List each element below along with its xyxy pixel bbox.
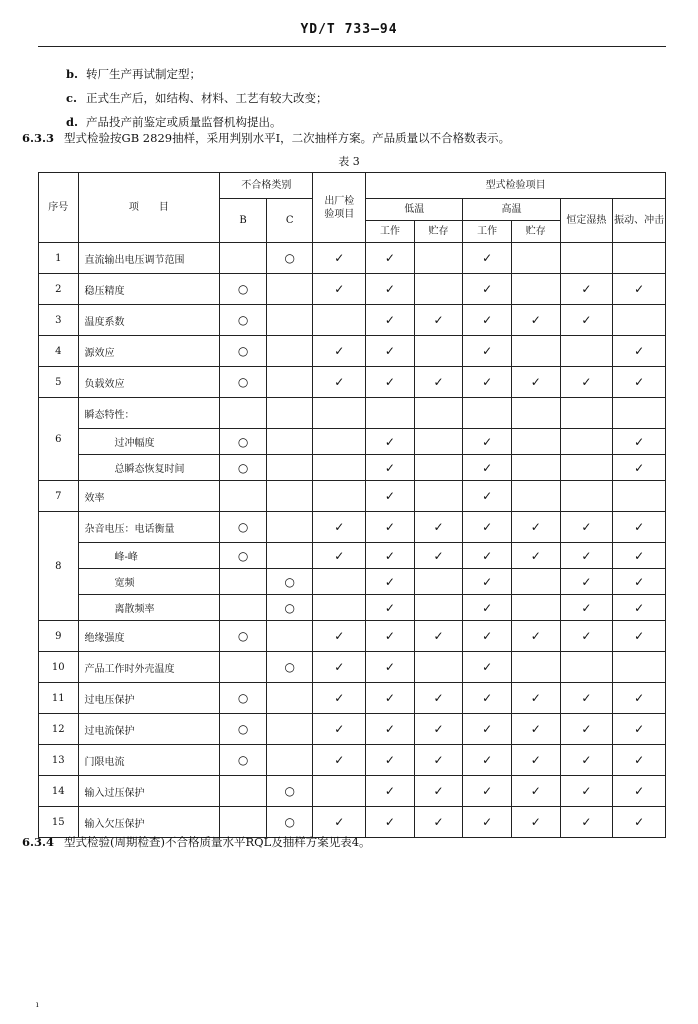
cell-high-work: ✓ xyxy=(463,455,512,481)
cell-low-storage xyxy=(414,569,463,595)
cell-low-work: ✓ xyxy=(366,512,415,543)
cell-vibration: ✓ xyxy=(613,621,666,652)
cell-high-work: ✓ xyxy=(463,621,512,652)
cell-factory xyxy=(313,305,366,336)
cell-low-work: ✓ xyxy=(366,683,415,714)
cell-low-storage: ✓ xyxy=(414,512,463,543)
cell-vibration xyxy=(613,243,666,274)
cell-high-storage: ✓ xyxy=(511,714,560,745)
cell-c xyxy=(266,305,313,336)
cell-high-work: ✓ xyxy=(463,652,512,683)
cell-high-storage: ✓ xyxy=(511,807,560,838)
table-row xyxy=(39,243,666,274)
cell-humidity xyxy=(560,455,613,481)
cell-high-work: ✓ xyxy=(463,683,512,714)
cell-c xyxy=(266,512,313,543)
cell-item: 门限电流 xyxy=(78,745,220,776)
cell-no: 12 xyxy=(39,714,79,745)
cell-factory: ✓ xyxy=(313,274,366,305)
col-header-item: 项 目 xyxy=(78,173,220,243)
col-header-c: C xyxy=(266,199,313,243)
cell-item: 杂音电压：电话衡量 xyxy=(78,512,220,543)
cell-high-work: ✓ xyxy=(463,776,512,807)
cell-no: 11 xyxy=(39,683,79,714)
cell-humidity: ✓ xyxy=(560,807,613,838)
cell-high-work: ✓ xyxy=(463,305,512,336)
cell-vibration xyxy=(613,481,666,512)
col-header-vibration: 振动、冲击 xyxy=(613,199,666,243)
cell-b xyxy=(220,569,267,595)
cell-high-storage xyxy=(511,569,560,595)
cell-factory: ✓ xyxy=(313,512,366,543)
cell-c: ○ xyxy=(266,595,313,621)
footer-mark: ı xyxy=(36,1000,39,1009)
cell-high-work: ✓ xyxy=(463,512,512,543)
cell-humidity xyxy=(560,652,613,683)
cell-low-work: ✓ xyxy=(366,807,415,838)
cell-high-work: ✓ xyxy=(463,481,512,512)
cell-c xyxy=(266,274,313,305)
cell-vibration: ✓ xyxy=(613,429,666,455)
cell-item: 峰-峰 xyxy=(78,543,220,569)
col-header-b: B xyxy=(220,199,267,243)
col-header-constant-humidity: 恒定湿热 xyxy=(560,199,613,243)
cell-no: 14 xyxy=(39,776,79,807)
cell-no: 7 xyxy=(39,481,79,512)
cell-factory: ✓ xyxy=(313,714,366,745)
header-rule xyxy=(38,46,666,47)
cell-low-storage: ✓ xyxy=(414,714,463,745)
cell-humidity: ✓ xyxy=(560,274,613,305)
cell-humidity xyxy=(560,481,613,512)
cell-low-storage xyxy=(414,243,463,274)
cell-vibration: ✓ xyxy=(613,745,666,776)
cell-b: ○ xyxy=(220,455,267,481)
cell-low-work: ✓ xyxy=(366,274,415,305)
cell-high-work: ✓ xyxy=(463,429,512,455)
col-header-no: 序号 xyxy=(39,173,79,243)
cell-b: ○ xyxy=(220,336,267,367)
cell-low-work: ✓ xyxy=(366,569,415,595)
inspection-table xyxy=(38,172,666,838)
cell-b xyxy=(220,481,267,512)
cell-vibration: ✓ xyxy=(613,807,666,838)
cell-low-storage xyxy=(414,652,463,683)
cell-high-storage xyxy=(511,652,560,683)
cell-humidity xyxy=(560,243,613,274)
cell-item: 过电流保护 xyxy=(78,714,220,745)
cell-c xyxy=(266,481,313,512)
cell-low-work: ✓ xyxy=(366,367,415,398)
cell-vibration: ✓ xyxy=(613,274,666,305)
cell-c xyxy=(266,714,313,745)
cell-low-storage: ✓ xyxy=(414,776,463,807)
cell-humidity xyxy=(560,398,613,429)
cell-high-work: ✓ xyxy=(463,336,512,367)
cell-high-storage xyxy=(511,243,560,274)
cell-factory: ✓ xyxy=(313,367,366,398)
cell-c xyxy=(266,455,313,481)
cell-b xyxy=(220,776,267,807)
cell-high-storage xyxy=(511,455,560,481)
cell-b xyxy=(220,652,267,683)
cell-b: ○ xyxy=(220,512,267,543)
cell-low-storage: ✓ xyxy=(414,745,463,776)
cell-low-storage xyxy=(414,274,463,305)
cell-factory: ✓ xyxy=(313,543,366,569)
cell-high-storage: ✓ xyxy=(511,621,560,652)
cell-item: 过冲幅度 xyxy=(78,429,220,455)
cell-humidity: ✓ xyxy=(560,543,613,569)
cell-low-work: ✓ xyxy=(366,481,415,512)
cell-factory: ✓ xyxy=(313,621,366,652)
clause-6-3-3: 6.3.3 型式检验按GB 2829抽样，采用判别水平Ⅰ，二次抽样方案。产品质量以不合格数表示。 xyxy=(22,131,511,145)
cell-low-work: ✓ xyxy=(366,714,415,745)
cell-b xyxy=(220,807,267,838)
cell-high-work: ✓ xyxy=(463,569,512,595)
cell-humidity xyxy=(560,336,613,367)
cell-low-storage xyxy=(414,398,463,429)
table-row xyxy=(39,274,666,305)
cell-vibration: ✓ xyxy=(613,595,666,621)
cell-item: 负载效应 xyxy=(78,367,220,398)
cell-no: 10 xyxy=(39,652,79,683)
cell-item: 源效应 xyxy=(78,336,220,367)
cell-factory xyxy=(313,429,366,455)
table-subrow xyxy=(39,569,666,595)
table-row xyxy=(39,683,666,714)
cell-humidity: ✓ xyxy=(560,595,613,621)
cell-humidity: ✓ xyxy=(560,745,613,776)
table-row xyxy=(39,336,666,367)
cell-item: 绝缘强度 xyxy=(78,621,220,652)
cell-no: 9 xyxy=(39,621,79,652)
standard-code-header: YD/T 733—94 xyxy=(300,22,398,37)
cell-low-work: ✓ xyxy=(366,305,415,336)
col-header-factory-test: 出厂检 验项目 xyxy=(313,173,366,243)
cell-item: 总瞬态恢复时间 xyxy=(78,455,220,481)
table-row xyxy=(39,398,666,429)
cell-item: 输入过压保护 xyxy=(78,776,220,807)
table-body xyxy=(39,243,666,838)
cell-c xyxy=(266,429,313,455)
cell-low-work: ✓ xyxy=(366,543,415,569)
cell-humidity: ✓ xyxy=(560,621,613,652)
cell-factory: ✓ xyxy=(313,745,366,776)
cell-humidity xyxy=(560,429,613,455)
table-row xyxy=(39,305,666,336)
cell-no: 15 xyxy=(39,807,79,838)
cell-low-work: ✓ xyxy=(366,745,415,776)
col-header-high-work: 工作 xyxy=(463,221,512,243)
cell-b: ○ xyxy=(220,745,267,776)
cell-low-storage: ✓ xyxy=(414,543,463,569)
cell-factory: ✓ xyxy=(313,652,366,683)
cell-factory: ✓ xyxy=(313,336,366,367)
cell-low-work xyxy=(366,398,415,429)
cell-humidity: ✓ xyxy=(560,714,613,745)
cell-humidity: ✓ xyxy=(560,776,613,807)
cell-high-storage: ✓ xyxy=(511,543,560,569)
cell-factory xyxy=(313,595,366,621)
cell-low-storage xyxy=(414,429,463,455)
cell-vibration xyxy=(613,305,666,336)
cell-vibration xyxy=(613,652,666,683)
cell-high-work: ✓ xyxy=(463,543,512,569)
list-item: d. 产品投产前鉴定或质量监督机构提出。 xyxy=(66,115,282,129)
cell-low-storage: ✓ xyxy=(414,807,463,838)
table-subrow xyxy=(39,429,666,455)
col-header-low-storage: 贮存 xyxy=(414,221,463,243)
cell-c xyxy=(266,336,313,367)
cell-factory: ✓ xyxy=(313,683,366,714)
table-row xyxy=(39,367,666,398)
cell-item: 温度系数 xyxy=(78,305,220,336)
cell-high-storage xyxy=(511,336,560,367)
table-row xyxy=(39,714,666,745)
col-header-high-storage: 贮存 xyxy=(511,221,560,243)
cell-vibration xyxy=(613,398,666,429)
cell-humidity: ✓ xyxy=(560,305,613,336)
cell-b: ○ xyxy=(220,714,267,745)
cell-high-work: ✓ xyxy=(463,807,512,838)
cell-c: ○ xyxy=(266,569,313,595)
cell-item: 直流输出电压调节范围 xyxy=(78,243,220,274)
col-header-type-test: 型式检验项目 xyxy=(366,173,666,199)
cell-high-work: ✓ xyxy=(463,243,512,274)
table-subrow xyxy=(39,455,666,481)
cell-no: 8 xyxy=(39,512,79,621)
cell-low-storage: ✓ xyxy=(414,367,463,398)
cell-high-work: ✓ xyxy=(463,595,512,621)
clause-6-3-4: 6.3.4 型式检验(周期检查)不合格质量水平RQL及抽样方案见表4。 xyxy=(22,835,371,849)
cell-low-work: ✓ xyxy=(366,336,415,367)
cell-no: 5 xyxy=(39,367,79,398)
cell-high-storage: ✓ xyxy=(511,512,560,543)
cell-humidity: ✓ xyxy=(560,683,613,714)
cell-high-storage xyxy=(511,429,560,455)
cell-b: ○ xyxy=(220,367,267,398)
cell-humidity: ✓ xyxy=(560,569,613,595)
cell-item: 过电压保护 xyxy=(78,683,220,714)
cell-c xyxy=(266,683,313,714)
cell-low-storage: ✓ xyxy=(414,305,463,336)
list-item: b. 转厂生产再试制定型； xyxy=(66,67,201,81)
table-title: 表 3 xyxy=(338,155,360,168)
cell-humidity: ✓ xyxy=(560,367,613,398)
col-header-low-work: 工作 xyxy=(366,221,415,243)
cell-factory xyxy=(313,481,366,512)
cell-vibration: ✓ xyxy=(613,683,666,714)
cell-high-work: ✓ xyxy=(463,367,512,398)
cell-vibration: ✓ xyxy=(613,569,666,595)
cell-humidity: ✓ xyxy=(560,512,613,543)
table-row xyxy=(39,807,666,838)
col-header-high-temp: 高温 xyxy=(463,199,560,221)
cell-item: 产品工作时外壳温度 xyxy=(78,652,220,683)
cell-no: 1 xyxy=(39,243,79,274)
cell-high-storage xyxy=(511,398,560,429)
cell-high-storage xyxy=(511,595,560,621)
cell-high-storage: ✓ xyxy=(511,776,560,807)
cell-item: 稳压精度 xyxy=(78,274,220,305)
cell-high-storage: ✓ xyxy=(511,745,560,776)
cell-b xyxy=(220,243,267,274)
cell-factory: ✓ xyxy=(313,243,366,274)
cell-low-work: ✓ xyxy=(366,243,415,274)
cell-c: ○ xyxy=(266,776,313,807)
cell-vibration: ✓ xyxy=(613,776,666,807)
cell-b: ○ xyxy=(220,543,267,569)
cell-low-storage xyxy=(414,595,463,621)
cell-item: 输入欠压保护 xyxy=(78,807,220,838)
cell-high-work: ✓ xyxy=(463,745,512,776)
cell-item: 宽频 xyxy=(78,569,220,595)
table-row xyxy=(39,621,666,652)
cell-no: 6 xyxy=(39,398,79,481)
cell-low-storage xyxy=(414,455,463,481)
cell-factory xyxy=(313,455,366,481)
cell-b xyxy=(220,398,267,429)
cell-high-work: ✓ xyxy=(463,714,512,745)
cell-factory: ✓ xyxy=(313,807,366,838)
cell-low-work: ✓ xyxy=(366,429,415,455)
cell-vibration: ✓ xyxy=(613,543,666,569)
cell-low-storage: ✓ xyxy=(414,683,463,714)
cell-vibration: ✓ xyxy=(613,714,666,745)
cell-low-work: ✓ xyxy=(366,455,415,481)
cell-low-work: ✓ xyxy=(366,595,415,621)
cell-item: 离散频率 xyxy=(78,595,220,621)
cell-low-work: ✓ xyxy=(366,621,415,652)
condition-list xyxy=(66,62,328,134)
cell-low-storage: ✓ xyxy=(414,621,463,652)
cell-no: 4 xyxy=(39,336,79,367)
cell-no: 13 xyxy=(39,745,79,776)
cell-b xyxy=(220,595,267,621)
cell-b: ○ xyxy=(220,429,267,455)
cell-high-work: ✓ xyxy=(463,274,512,305)
cell-c: ○ xyxy=(266,807,313,838)
col-header-nonconformity: 不合格类别 xyxy=(220,173,313,199)
cell-no: 2 xyxy=(39,274,79,305)
cell-high-storage xyxy=(511,274,560,305)
cell-vibration: ✓ xyxy=(613,455,666,481)
cell-b: ○ xyxy=(220,621,267,652)
cell-high-storage: ✓ xyxy=(511,367,560,398)
cell-factory xyxy=(313,398,366,429)
cell-factory xyxy=(313,776,366,807)
cell-c: ○ xyxy=(266,243,313,274)
table-subrow xyxy=(39,543,666,569)
table-row xyxy=(39,745,666,776)
cell-b: ○ xyxy=(220,274,267,305)
cell-c xyxy=(266,621,313,652)
cell-low-storage xyxy=(414,336,463,367)
cell-high-work xyxy=(463,398,512,429)
cell-vibration: ✓ xyxy=(613,512,666,543)
table-row xyxy=(39,776,666,807)
cell-low-storage xyxy=(414,481,463,512)
cell-high-storage xyxy=(511,481,560,512)
cell-c xyxy=(266,543,313,569)
cell-item: 效率 xyxy=(78,481,220,512)
cell-low-work: ✓ xyxy=(366,652,415,683)
cell-high-storage: ✓ xyxy=(511,305,560,336)
cell-b: ○ xyxy=(220,305,267,336)
cell-high-storage: ✓ xyxy=(511,683,560,714)
cell-c xyxy=(266,367,313,398)
cell-item: 瞬态特性： xyxy=(78,398,220,429)
cell-low-work: ✓ xyxy=(366,776,415,807)
cell-c xyxy=(266,398,313,429)
table-row xyxy=(39,481,666,512)
cell-b: ○ xyxy=(220,683,267,714)
cell-no: 3 xyxy=(39,305,79,336)
cell-c: ○ xyxy=(266,652,313,683)
table-row xyxy=(39,652,666,683)
cell-vibration: ✓ xyxy=(613,367,666,398)
table-row xyxy=(39,512,666,543)
cell-factory xyxy=(313,569,366,595)
cell-vibration: ✓ xyxy=(613,336,666,367)
table-subrow xyxy=(39,595,666,621)
col-header-low-temp: 低温 xyxy=(366,199,463,221)
cell-c xyxy=(266,745,313,776)
list-item: c. 正式生产后，如结构、材料、工艺有较大改变； xyxy=(66,91,328,105)
